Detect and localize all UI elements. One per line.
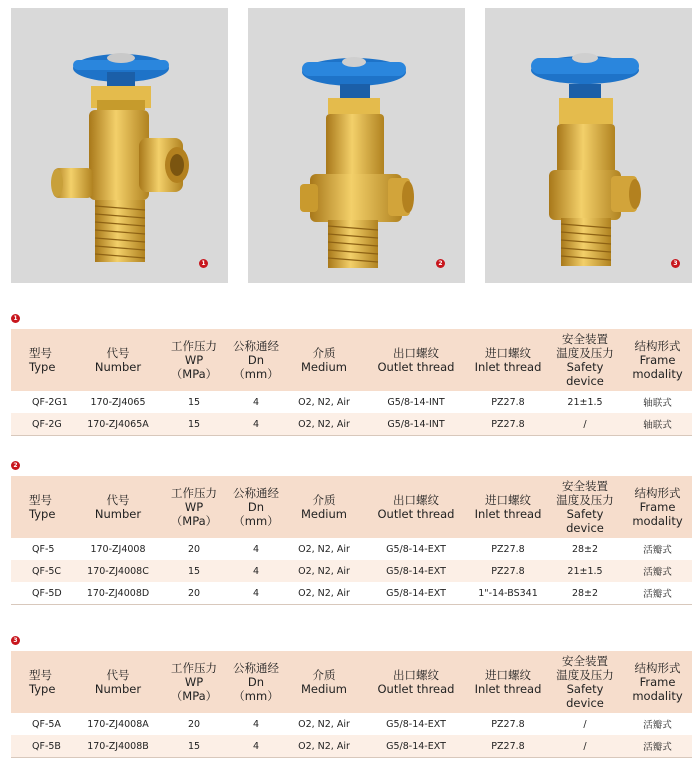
photo-number-badge: 1 xyxy=(199,259,208,268)
section-badge-1: 1 xyxy=(11,314,20,323)
cell-dn: 4 xyxy=(252,396,260,408)
col-safety: 安全装置 温度及压力 Safety device xyxy=(547,651,623,713)
cell-frame: 活瓣式 xyxy=(643,720,672,731)
cell-dn: 4 xyxy=(252,543,260,555)
cell-inlet: PZ27.8 xyxy=(469,413,547,436)
cell-safety: 28±2 xyxy=(571,543,599,555)
cell-number: 170-ZJ4008B xyxy=(75,735,161,758)
photo-number-badge: 3 xyxy=(671,259,680,268)
cell-type: QF-5D xyxy=(11,582,75,605)
cell-number: 170-ZJ4008D xyxy=(75,582,161,605)
cell-medium: O2, N2, Air xyxy=(298,718,350,730)
col-medium: 介质 Medium xyxy=(285,651,363,713)
col-inlet: 进口螺纹 Inlet thread xyxy=(469,329,547,391)
cell-outlet: G5/8-14-EXT xyxy=(363,735,469,758)
cell-type: QF-5 xyxy=(32,543,55,555)
cell-medium: O2, N2, Air xyxy=(285,413,363,436)
cell-frame: 活瓣式 xyxy=(623,735,692,758)
table-row xyxy=(11,538,692,560)
cell-inlet: PZ27.8 xyxy=(491,543,525,555)
table-row xyxy=(11,713,692,735)
col-dn: 公称通经 Dn （mm） xyxy=(227,651,285,713)
valve-image-2 xyxy=(248,8,465,283)
cell-number: 170-ZJ4065 xyxy=(90,396,146,408)
cell-wp: 15 xyxy=(161,735,227,758)
col-outlet: 出口螺纹 Outlet thread xyxy=(363,329,469,391)
section-badge-2: 2 xyxy=(11,461,20,470)
col-wp: 工作压力 WP （MPa） xyxy=(161,476,227,538)
product-photo-3 xyxy=(485,8,692,283)
cell-dn: 4 xyxy=(227,413,285,436)
cell-dn: 4 xyxy=(227,735,285,758)
cell-dn: 4 xyxy=(227,582,285,605)
cell-dn: 4 xyxy=(252,718,260,730)
col-number: 代号 Number xyxy=(75,476,161,538)
cell-type: QF-5B xyxy=(11,735,75,758)
col-number: 代号 Number xyxy=(75,651,161,713)
cell-outlet: G5/8-14-INT xyxy=(363,413,469,436)
cell-safety: 21±1.5 xyxy=(567,396,603,408)
col-wp: 工作压力 WP （MPa） xyxy=(161,651,227,713)
col-wp: 工作压力 WP （MPa） xyxy=(161,329,227,391)
photo-number-badge: 2 xyxy=(436,259,445,268)
section-badge-3: 3 xyxy=(11,636,20,645)
cell-outlet: G5/8-14-EXT xyxy=(386,718,446,730)
cell-safety: 28±2 xyxy=(547,582,623,605)
spec-table-3 xyxy=(11,651,692,758)
cell-frame: 轴联式 xyxy=(643,398,672,409)
table-header xyxy=(11,329,692,391)
col-outlet: 出口螺纹 Outlet thread xyxy=(363,476,469,538)
cell-outlet: G5/8-14-EXT xyxy=(363,582,469,605)
col-medium: 介质 Medium xyxy=(285,329,363,391)
cell-frame: 活瓣式 xyxy=(643,545,672,556)
col-inlet: 进口螺纹 Inlet thread xyxy=(469,476,547,538)
valve-image-1 xyxy=(11,8,228,283)
table-row xyxy=(11,413,692,436)
spec-table-1 xyxy=(11,329,692,436)
cell-dn: 4 xyxy=(227,560,285,582)
cell-frame: 活瓣式 xyxy=(623,582,692,605)
cell-inlet: PZ27.8 xyxy=(491,718,525,730)
cell-wp: 15 xyxy=(187,396,201,408)
col-medium: 介质 Medium xyxy=(285,476,363,538)
cell-frame: 活瓣式 xyxy=(623,560,692,582)
product-photo-2 xyxy=(248,8,465,283)
cell-outlet: G5/8-14-EXT xyxy=(363,560,469,582)
col-dn: 公称通经 Dn （mm） xyxy=(227,329,285,391)
cell-inlet: PZ27.8 xyxy=(469,560,547,582)
col-type: 型号 Type xyxy=(11,476,75,538)
cell-medium: O2, N2, Air xyxy=(285,735,363,758)
cell-inlet: PZ27.8 xyxy=(469,735,547,758)
table-row xyxy=(11,391,692,413)
table-header xyxy=(11,476,692,538)
cell-number: 170-ZJ4065A xyxy=(75,413,161,436)
table-row xyxy=(11,560,692,582)
cell-type: QF-5A xyxy=(32,718,61,730)
cell-number: 170-ZJ4008 xyxy=(90,543,146,555)
col-safety: 安全装置 温度及压力 Safety device xyxy=(547,329,623,391)
cell-medium: O2, N2, Air xyxy=(298,396,350,408)
cell-type: QF-2G xyxy=(11,413,75,436)
cell-wp: 20 xyxy=(187,718,201,730)
cell-medium: O2, N2, Air xyxy=(285,560,363,582)
cell-wp: 15 xyxy=(161,560,227,582)
col-frame: 结构形式 Frame modality xyxy=(623,329,692,391)
table-row xyxy=(11,582,692,605)
col-frame: 结构形式 Frame modality xyxy=(623,651,692,713)
col-type: 型号 Type xyxy=(11,651,75,713)
cell-number: 170-ZJ4008C xyxy=(75,560,161,582)
spec-table-2 xyxy=(11,476,692,605)
table-header xyxy=(11,651,692,713)
cell-number: 170-ZJ4008A xyxy=(87,718,149,730)
col-type: 型号 Type xyxy=(11,329,75,391)
col-inlet: 进口螺纹 Inlet thread xyxy=(469,651,547,713)
cell-type: QF-2G1 xyxy=(32,396,68,408)
cell-wp: 20 xyxy=(187,543,201,555)
valve-image-3 xyxy=(485,8,692,283)
cell-wp: 20 xyxy=(161,582,227,605)
col-dn: 公称通经 Dn （mm） xyxy=(227,476,285,538)
product-photo-1 xyxy=(11,8,228,283)
cell-outlet: G5/8-14-INT xyxy=(387,396,445,408)
cell-inlet: PZ27.8 xyxy=(491,396,525,408)
col-number: 代号 Number xyxy=(75,329,161,391)
cell-medium: O2, N2, Air xyxy=(298,543,350,555)
cell-type: QF-5C xyxy=(11,560,75,582)
cell-medium: O2, N2, Air xyxy=(285,582,363,605)
cell-inlet: 1"-14-BS341 xyxy=(469,582,547,605)
cell-wp: 15 xyxy=(161,413,227,436)
cell-safety: 21±1.5 xyxy=(547,560,623,582)
table-row xyxy=(11,735,692,758)
col-safety: 安全装置 温度及压力 Safety device xyxy=(547,476,623,538)
cell-frame: 轴联式 xyxy=(623,413,692,436)
cell-safety: / xyxy=(547,735,623,758)
cell-safety: / xyxy=(583,718,587,730)
col-frame: 结构形式 Frame modality xyxy=(623,476,692,538)
cell-safety: / xyxy=(547,413,623,436)
cell-outlet: G5/8-14-EXT xyxy=(386,543,446,555)
col-outlet: 出口螺纹 Outlet thread xyxy=(363,651,469,713)
